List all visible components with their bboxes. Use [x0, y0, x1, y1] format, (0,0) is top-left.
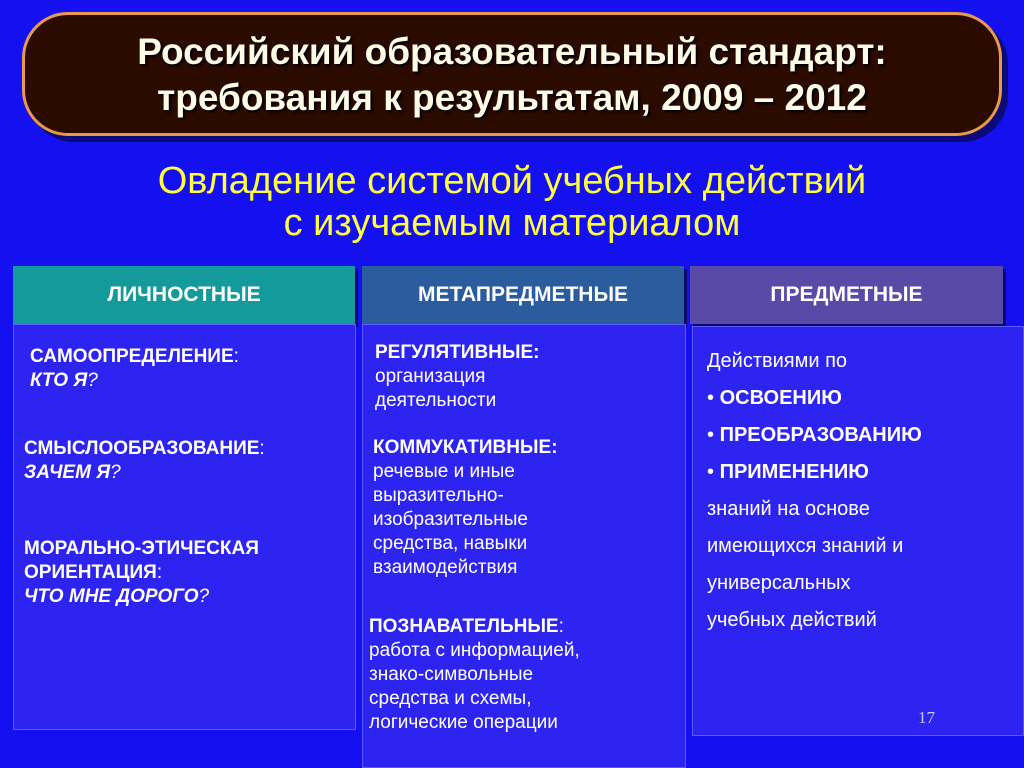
- subject-content: [707, 343, 922, 639]
- regulatory-line: организация: [375, 366, 486, 387]
- cognitive-line: знако-символьные: [369, 664, 534, 685]
- meta-panel: [362, 324, 686, 768]
- page-number: 17: [918, 708, 935, 727]
- personal-item-1: САМООПРЕДЕЛЕНИЕ: КТО Я?: [30, 346, 239, 391]
- subject-bullet: • ОСВОЕНИЮ: [707, 387, 842, 409]
- personal-item-2: СМЫСЛООБРАЗОВАНИЕ: ЗАЧЕМ Я?: [24, 438, 265, 483]
- communicative-line: изобразительные: [373, 509, 528, 530]
- term: СМЫСЛООБРАЗОВАНИЕ: [24, 438, 260, 459]
- personal-item-3: МОРАЛЬНО-ЭТИЧЕСКАЯ ОРИЕНТАЦИЯ: ЧТО МНЕ ДОРОГО?: [24, 538, 259, 607]
- question: КТО Я: [30, 370, 88, 391]
- meta-cognitive: ПОЗНАВАТЕЛЬНЫЕ: работа с информацией, знако-символьные средства и схемы, логические операции: [369, 616, 580, 733]
- subject-bullet: • ПРИМЕНЕНИЮ: [707, 461, 869, 483]
- regulatory-title: РЕГУЛЯТИВНЫЕ:: [375, 342, 540, 363]
- regulatory-line: деятельности: [375, 390, 497, 411]
- subject-intro: Действиями по: [707, 350, 848, 372]
- term-line-2: ОРИЕНТАЦИЯ: [24, 562, 157, 583]
- meta-communicative: [373, 436, 558, 580]
- cognitive-line: средства и схемы,: [369, 688, 532, 709]
- title-banner: [22, 12, 1002, 136]
- meta-regulatory: [375, 341, 540, 413]
- subject-tail-line: имеющихся знаний и: [707, 535, 904, 557]
- slide-subtitle: [0, 160, 1024, 244]
- title-line-1: Российский образовательный стандарт:: [137, 31, 887, 72]
- question: ЧТО МНЕ ДОРОГО: [24, 586, 199, 607]
- subject-tail-line: универсальных: [707, 572, 851, 594]
- communicative-line: речевые и иные: [373, 461, 515, 482]
- communicative-line: взаимодействия: [373, 557, 518, 578]
- term: САМООПРЕДЕЛЕНИЕ: [30, 346, 234, 367]
- question: ЗАЧЕМ Я: [24, 462, 111, 483]
- communicative-line: средства, навыки: [373, 533, 528, 554]
- subject-bullet: • ПРЕОБРАЗОВАНИЮ: [707, 424, 922, 446]
- cognitive-line: работа с информацией,: [369, 640, 580, 661]
- personal-panel: [13, 324, 356, 730]
- subtitle-line-2: с изучаемым материалом: [283, 202, 741, 244]
- term-line-1: МОРАЛЬНО-ЭТИЧЕСКАЯ: [24, 538, 259, 559]
- communicative-title: КОММУКАТИВНЫЕ:: [373, 437, 558, 458]
- subject-header: ПРЕДМЕТНЫЕ: [690, 266, 1003, 324]
- subject-panel: [692, 326, 1024, 736]
- subject-tail-line: знаний на основе: [707, 498, 870, 520]
- title-line-2: требования к результатам, 2009 – 2012: [157, 77, 867, 118]
- subject-tail-line: учебных действий: [707, 609, 877, 631]
- subtitle-line-1: Овладение системой учебных действий: [157, 160, 867, 202]
- communicative-line: выразительно-: [373, 485, 504, 506]
- cognitive-title: ПОЗНАВАТЕЛЬНЫЕ: [369, 616, 559, 637]
- meta-header: МЕТАПРЕДМЕТНЫЕ: [362, 266, 684, 324]
- cognitive-line: логические операции: [369, 712, 558, 733]
- personal-header: ЛИЧНОСТНЫЕ: [13, 266, 355, 324]
